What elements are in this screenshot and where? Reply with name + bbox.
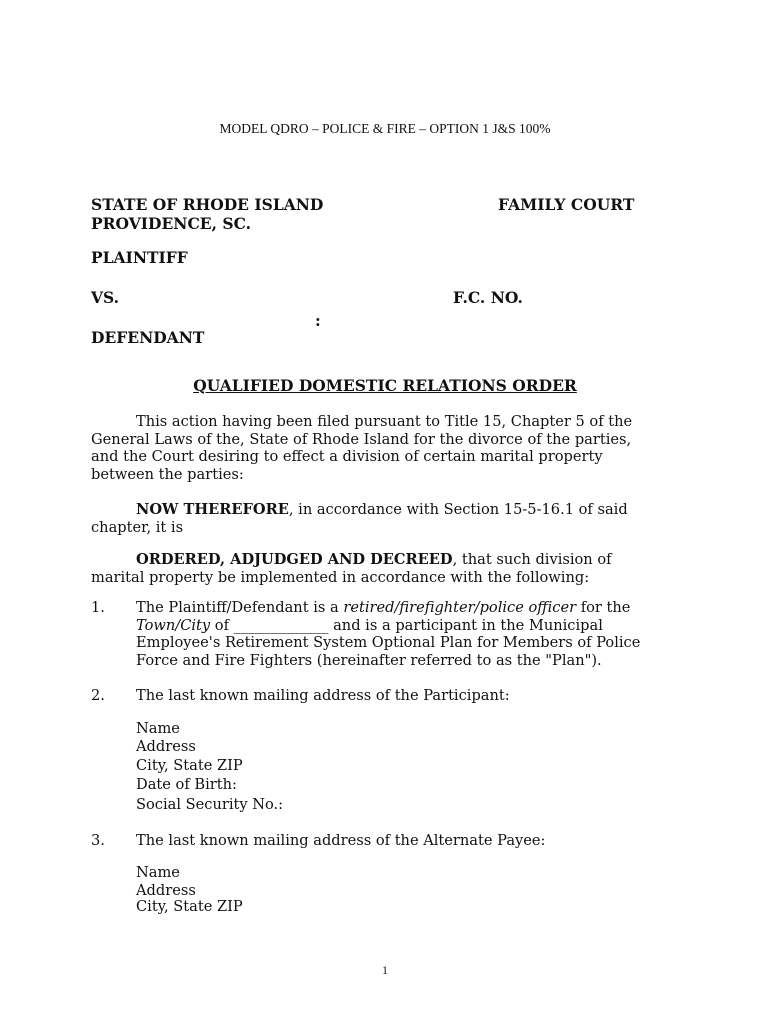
- participant-address-field: Address: [136, 738, 196, 755]
- page-number: 1: [382, 963, 388, 977]
- caption-court: FAMILY COURT: [498, 195, 635, 214]
- alternate-payee-city-field: City, State ZIP: [136, 898, 243, 915]
- document-title: QUALIFIED DOMESTIC RELATIONS ORDER: [193, 376, 577, 395]
- intro-text: This action having been filed pursuant to Title 15, Chapter 5 of the General Laws of the, State of Rhode Island for the divorce of the parties, and the Court desiring to effect a division of certain marital property between the parties:: [91, 413, 633, 483]
- caption-vs: VS.: [91, 288, 120, 307]
- participant-ssn-field: Social Security No.:: [136, 796, 284, 813]
- item-1-part1: The Plaintiff/Defendant is a: [136, 599, 344, 616]
- intro-paragraph: [91, 413, 661, 483]
- item-1-part3: of _____________ and is a participant in the Municipal Employee's Retirement System Optional Plan for Members of Police Force and Fire Fighters (hereinafter referred to as the "Plan").: [136, 616, 641, 669]
- item-3-text: The last known mailing address of the Alternate Payee:: [136, 832, 546, 849]
- ordered-bold: ORDERED, ADJUDGED AND DECREED: [136, 551, 453, 568]
- ordered-paragraph: [91, 551, 661, 586]
- participant-dob-field: Date of Birth:: [136, 776, 237, 793]
- item-3-number: 3.: [91, 832, 105, 849]
- caption-defendant: DEFENDANT: [91, 328, 205, 347]
- caption-fc-no: F.C. NO.: [453, 288, 523, 307]
- participant-city-field: City, State ZIP: [136, 757, 243, 774]
- item-1-italic-role: retired/firefighter/police officer: [343, 599, 577, 616]
- item-1-number: 1.: [91, 599, 105, 616]
- caption-plaintiff: PLAINTIFF: [91, 248, 188, 267]
- item-2-text: The last known mailing address of the Participant:: [136, 687, 510, 704]
- caption-colon: :: [315, 311, 321, 330]
- ordered-text: , that such division of marital property be implemented in accordance with the following:: [91, 551, 612, 586]
- now-therefore-bold: NOW THEREFORE: [136, 501, 289, 518]
- now-therefore-paragraph: [91, 501, 661, 536]
- item-1-part2: for the: [576, 599, 631, 616]
- caption-county: PROVIDENCE, SC.: [91, 214, 252, 233]
- alternate-payee-name-field: Name: [136, 864, 180, 881]
- item-1-text: [136, 599, 676, 669]
- alternate-payee-address-field: Address: [136, 882, 196, 899]
- item-1-italic-town: Town/City: [136, 616, 211, 634]
- item-2-number: 2.: [91, 687, 105, 704]
- document-header-note: MODEL QDRO – POLICE & FIRE – OPTION 1 J&S 100%: [219, 121, 551, 136]
- participant-name-field: Name: [136, 720, 180, 737]
- now-therefore-text: , in accordance with Section 15-5-16.1 of said chapter, it is: [91, 501, 628, 536]
- caption-state: STATE OF RHODE ISLAND: [91, 195, 324, 214]
